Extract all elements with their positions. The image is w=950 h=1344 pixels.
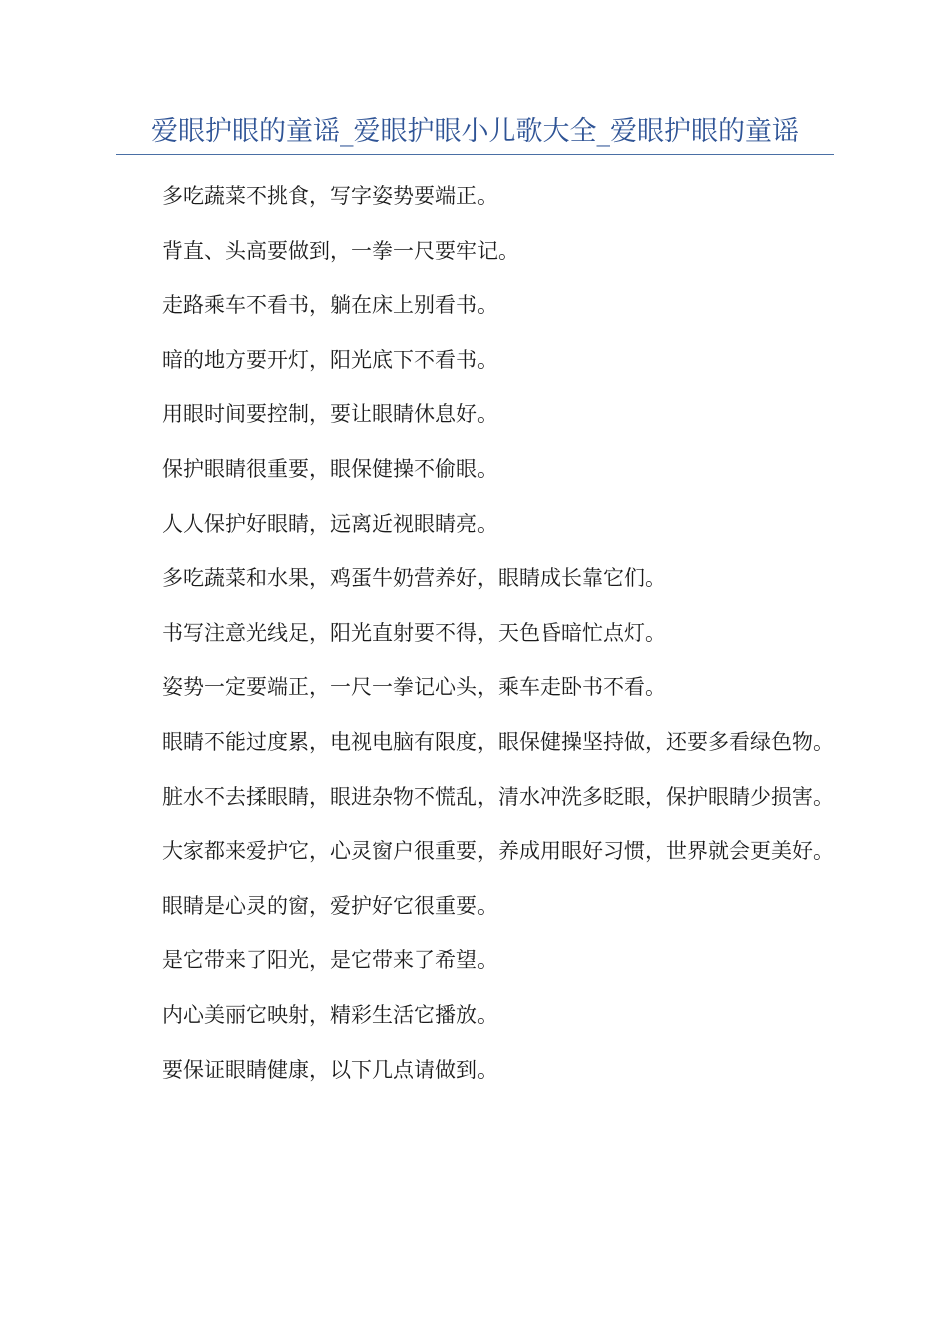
paragraph-10: 姿势一定要端正，一尺一拳记心头，乘车走卧书不看。 xyxy=(162,675,666,700)
paragraph-12: 脏水不去揉眼睛，眼进杂物不慌乱，清水冲洗多眨眼，保护眼睛少损害。 xyxy=(162,784,834,809)
document-page xyxy=(116,0,834,1344)
paragraph-1: 多吃蔬菜不挑食，写字姿势要端正。 xyxy=(162,184,498,208)
paragraph-6: 保护眼睛很重要，眼保健操不偷眼。 xyxy=(162,456,498,481)
paragraph-13: 大家都来爱护它，心灵窗户很重要，养成用眼好习惯，世界就会更美好。 xyxy=(162,839,834,864)
paragraph-4: 暗的地方要开灯，阳光底下不看书。 xyxy=(162,347,498,372)
paragraph-8: 多吃蔬菜和水果，鸡蛋牛奶营养好，眼睛成长靠它们。 xyxy=(162,566,666,591)
paragraph-14: 眼睛是心灵的窗，爱护好它很重要。 xyxy=(162,893,498,918)
paragraph-15: 是它带来了阳光，是它带来了希望。 xyxy=(162,948,498,973)
paragraph-7: 人人保护好眼睛，远离近视眼睛亮。 xyxy=(162,511,498,536)
paragraph-2: 背直、头高要做到，一拳一尺要牢记。 xyxy=(162,238,519,263)
paragraph-11: 眼睛不能过度累，电视电脑有限度，眼保健操坚持做，还要多看绿色物。 xyxy=(162,729,834,754)
document-body xyxy=(116,178,834,1106)
paragraph-17: 要保证眼睛健康，以下几点请做到。 xyxy=(162,1057,498,1082)
paragraph-9: 书写注意光线足，阳光直射要不得，天色昏暗忙点灯。 xyxy=(162,620,666,645)
paragraph-3: 走路乘车不看书，躺在床上别看书。 xyxy=(162,293,498,318)
paragraph-5: 用眼时间要控制，要让眼睛休息好。 xyxy=(162,402,498,427)
document-title: 爱眼护眼的童谣_爱眼护眼小儿歌大全_爱眼护眼的童谣 xyxy=(151,116,799,147)
paragraph-16: 内心美丽它映射，精彩生活它播放。 xyxy=(162,1002,498,1027)
title-underline xyxy=(116,154,834,155)
